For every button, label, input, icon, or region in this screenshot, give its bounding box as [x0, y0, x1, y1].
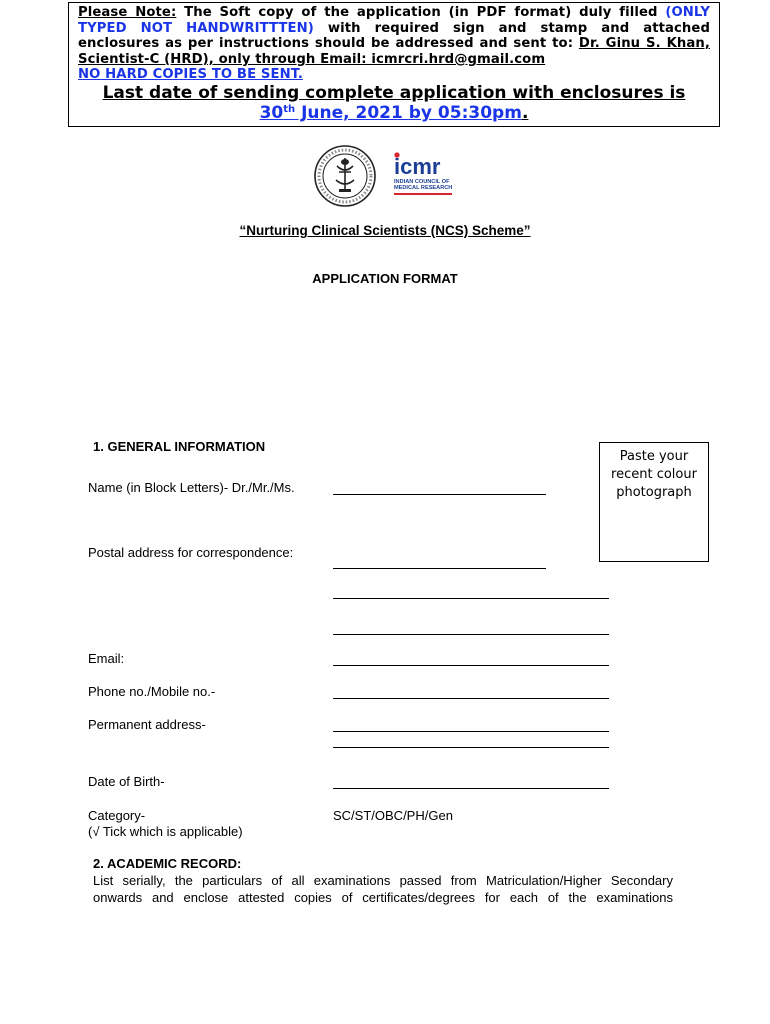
academic-line-1: List serially, the particulars of all examinations passed from Matriculation/Higher Secondary	[93, 873, 673, 888]
email-field[interactable]	[333, 665, 609, 666]
last-date-notice	[72, 83, 716, 123]
application-format-heading: APPLICATION FORMAT	[312, 271, 458, 286]
no-hard-copies: NO HARD COPIES TO BE SENT.	[78, 67, 303, 83]
phone-field[interactable]	[333, 698, 609, 699]
category-options[interactable]: SC/ST/OBC/PH/Gen	[333, 808, 453, 823]
postal-address-field-2[interactable]	[333, 598, 609, 599]
icmr-logo	[394, 152, 458, 200]
dob-field[interactable]	[333, 788, 609, 789]
email-label: Email:	[88, 651, 125, 666]
typed-only-text: (ONLY TYPED NOT HANDWRITTTEN)	[78, 5, 710, 36]
icmr-subtitle-1: INDIAN COUNCIL OF	[394, 179, 450, 185]
note-text-1: The Soft copy of the application (in PDF format) duly filled	[176, 5, 666, 20]
deadline-period: .	[521, 103, 529, 123]
note-text-2: with required sign and stamp and attached enclosures as per instructions should be addressed and sent to:	[78, 20, 710, 52]
note-paragraph	[78, 5, 710, 83]
dob-label: Date of Birth-	[88, 774, 165, 789]
name-field[interactable]	[333, 494, 546, 495]
academic-record-heading: 2. ACADEMIC RECORD:	[93, 856, 242, 871]
phone-label: Phone no./Mobile no.-	[88, 684, 216, 699]
icmr-logo-text: icmr	[394, 154, 441, 179]
deadline-rest: June, 2021 by 05:30pm	[295, 103, 522, 123]
deadline-day: 30	[259, 103, 284, 123]
photo-box	[599, 442, 709, 562]
emblem-icon	[312, 144, 378, 208]
postal-address-label: Postal address for correspondence:	[88, 545, 294, 560]
icmr-subtitle-2: MEDICAL RESEARCH	[394, 185, 453, 191]
scheme-title: “Nurturing Clinical Scientists (NCS) Scheme”	[239, 223, 531, 238]
category-hint: (√ Tick which is applicable)	[88, 824, 243, 839]
addressee-email[interactable]: Dr. Ginu S. Khan, Scientist-C (HRD), only through Email: icmrcri.hrd@gmail.com	[78, 36, 710, 67]
academic-line-2: onwards and enclose attested copies of certificates/degrees for each of the examinations	[93, 890, 673, 905]
academic-record-instructions	[93, 872, 673, 906]
please-note-label: Please Note:	[78, 5, 177, 20]
permanent-address-field-2[interactable]	[333, 747, 609, 748]
category-label: Category-	[88, 808, 146, 823]
name-label: Name (in Block Letters)- Dr./Mr./Ms.	[88, 480, 295, 495]
deadline-date	[260, 103, 522, 123]
postal-address-field-3[interactable]	[333, 634, 609, 635]
general-information-heading: 1. GENERAL INFORMATION	[93, 439, 266, 454]
permanent-address-field-1[interactable]	[333, 731, 609, 732]
photo-box-text: Paste your recent colour photograph	[611, 449, 697, 500]
last-date-text: Last date of sending complete application with enclosures is	[102, 83, 686, 103]
permanent-address-label: Permanent address-	[88, 717, 206, 732]
postal-address-field-1[interactable]	[333, 568, 546, 569]
deadline-sup: th	[283, 104, 296, 115]
